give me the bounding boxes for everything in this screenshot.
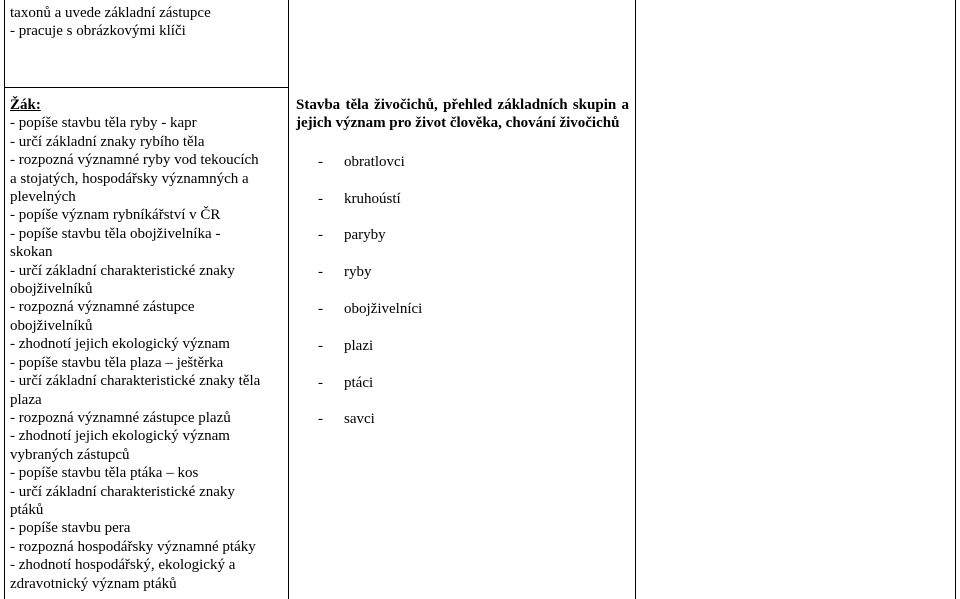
outcome-line: - určí základní charakteristické znaky (10, 483, 235, 500)
outcome-line: - určí základní znaky rybího těla (10, 133, 205, 150)
outcome-line: - popíše stavbu těla ptáka – kos (10, 465, 199, 482)
outcome-line: obojživelníků (10, 281, 93, 298)
outcome-line: - určí základní charakteristické znaky těla (10, 373, 261, 390)
text-line: - pracuje s obrázkovými klíči (10, 23, 186, 40)
list-item: - obojživelníci (318, 301, 423, 317)
list-item: - savci (318, 411, 375, 428)
table-border-left (4, 0, 5, 599)
outcome-line: - rozpozná významné zástupce (10, 299, 195, 316)
outcome-line: zdravotnický význam ptáků (10, 575, 177, 592)
text-line: taxonů a uvede základní zástupce (10, 5, 211, 21)
outcome-line: obojživelníků (10, 317, 93, 334)
outcome-line: - určí základní charakteristické znaky (10, 262, 235, 279)
student-outcomes-cell (10, 96, 286, 593)
outcome-line: - zhodnotí jejich ekologický význam (10, 336, 230, 353)
curriculum-heading: Stavba těla živočichů, přehled základních skupin a jejich význam pro život člověka, chování živočichů (296, 97, 629, 132)
outcome-line: - popíše stavbu těla obojživelníka - (10, 225, 221, 242)
outcome-line: - rozpozná významné zástupce plazů (10, 409, 231, 426)
outcome-line: ptáků (10, 501, 44, 518)
table-border-right (955, 0, 956, 599)
list-item: - plazi (318, 337, 374, 354)
outcome-line: - zhodnotí hospodářský, ekologický a (10, 557, 236, 574)
outcome-line: - popíše stavbu těla plaza – ještěrka (10, 354, 224, 371)
table-border-col1 (288, 0, 289, 599)
outcome-line: - zhodnotí jejich ekologický význam (10, 428, 230, 445)
student-heading: Žák: (10, 97, 41, 113)
outcome-line: - rozpozná hospodářsky významné ptáky (10, 538, 256, 555)
outcome-line: plaza (10, 391, 42, 408)
list-item: - ryby (318, 264, 372, 281)
outcome-line: a stojatých, hospodářsky významných a (10, 170, 249, 187)
top-left-cell (10, 4, 286, 41)
topic-list (296, 153, 629, 429)
curriculum-cell (296, 96, 629, 447)
outcome-line: - popíše stavbu pera (10, 520, 131, 537)
list-item: - obratlovci (318, 153, 405, 170)
outcome-line: - rozpozná významné ryby vod tekoucích (10, 152, 259, 169)
outcome-line: vybraných zástupců (10, 446, 130, 463)
outcome-line: - popíše význam rybníkářství v ČR (10, 207, 221, 224)
outcome-line: skokan (10, 244, 53, 261)
row-separator (4, 87, 289, 88)
table-border-col2 (635, 0, 636, 599)
empty-right-cell (641, 4, 949, 594)
outcome-line: plevelných (10, 189, 76, 206)
outcome-line: - popíše stavbu těla ryby - kapr (10, 115, 197, 132)
list-item: - paryby (318, 227, 386, 244)
list-item: - ptáci (318, 374, 374, 391)
list-item: - kruhoústí (318, 190, 401, 207)
